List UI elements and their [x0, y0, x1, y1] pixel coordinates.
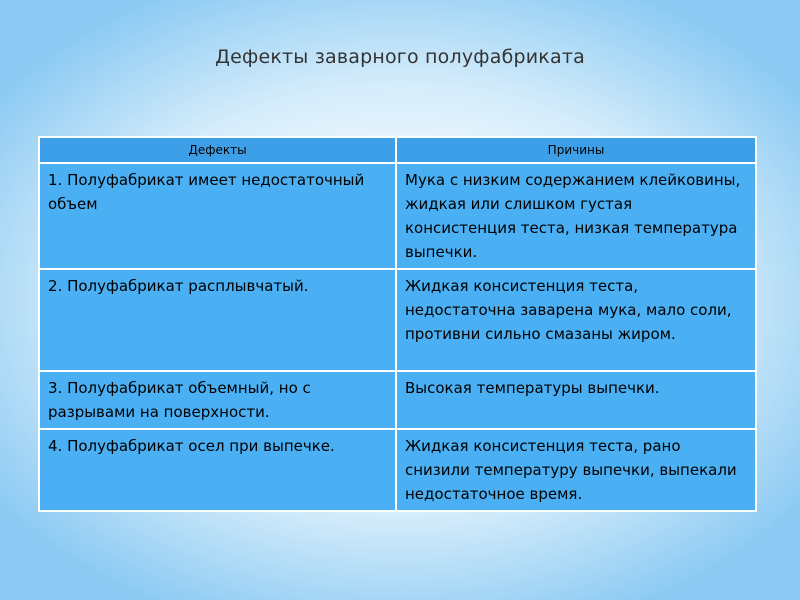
cause-cell: Жидкая консистенция теста, недостаточна заварена мука, мало соли, противни сильно смазаны жиром.: [396, 269, 756, 371]
defect-cell: 2. Полуфабрикат расплывчатый.: [39, 269, 396, 371]
cause-cell: Мука с низким содержанием клейковины, жидкая или слишком густая консистенция теста, низкая температура выпечки.: [396, 163, 756, 269]
defects-table: [38, 136, 757, 512]
header-causes: Причины: [396, 137, 756, 163]
table-row: [39, 269, 756, 371]
header-defects: Дефекты: [39, 137, 396, 163]
defect-cell: 3. Полуфабрикат объемный, но с разрывами на поверхности.: [39, 371, 396, 429]
table-row: [39, 163, 756, 269]
defect-cell: 4. Полуфабрикат осел при выпечке.: [39, 429, 396, 511]
cause-cell: Высокая температуры выпечки.: [396, 371, 756, 429]
table-row: [39, 429, 756, 511]
table-row: [39, 371, 756, 429]
slide-title: Дефекты заварного полуфабриката: [215, 46, 585, 68]
cause-cell: Жидкая консистенция теста, рано снизили температуру выпечки, выпекали недостаточное время.: [396, 429, 756, 511]
table-header-row: [39, 137, 756, 163]
defect-cell: 1. Полуфабрикат имеет недостаточный объем: [39, 163, 396, 269]
